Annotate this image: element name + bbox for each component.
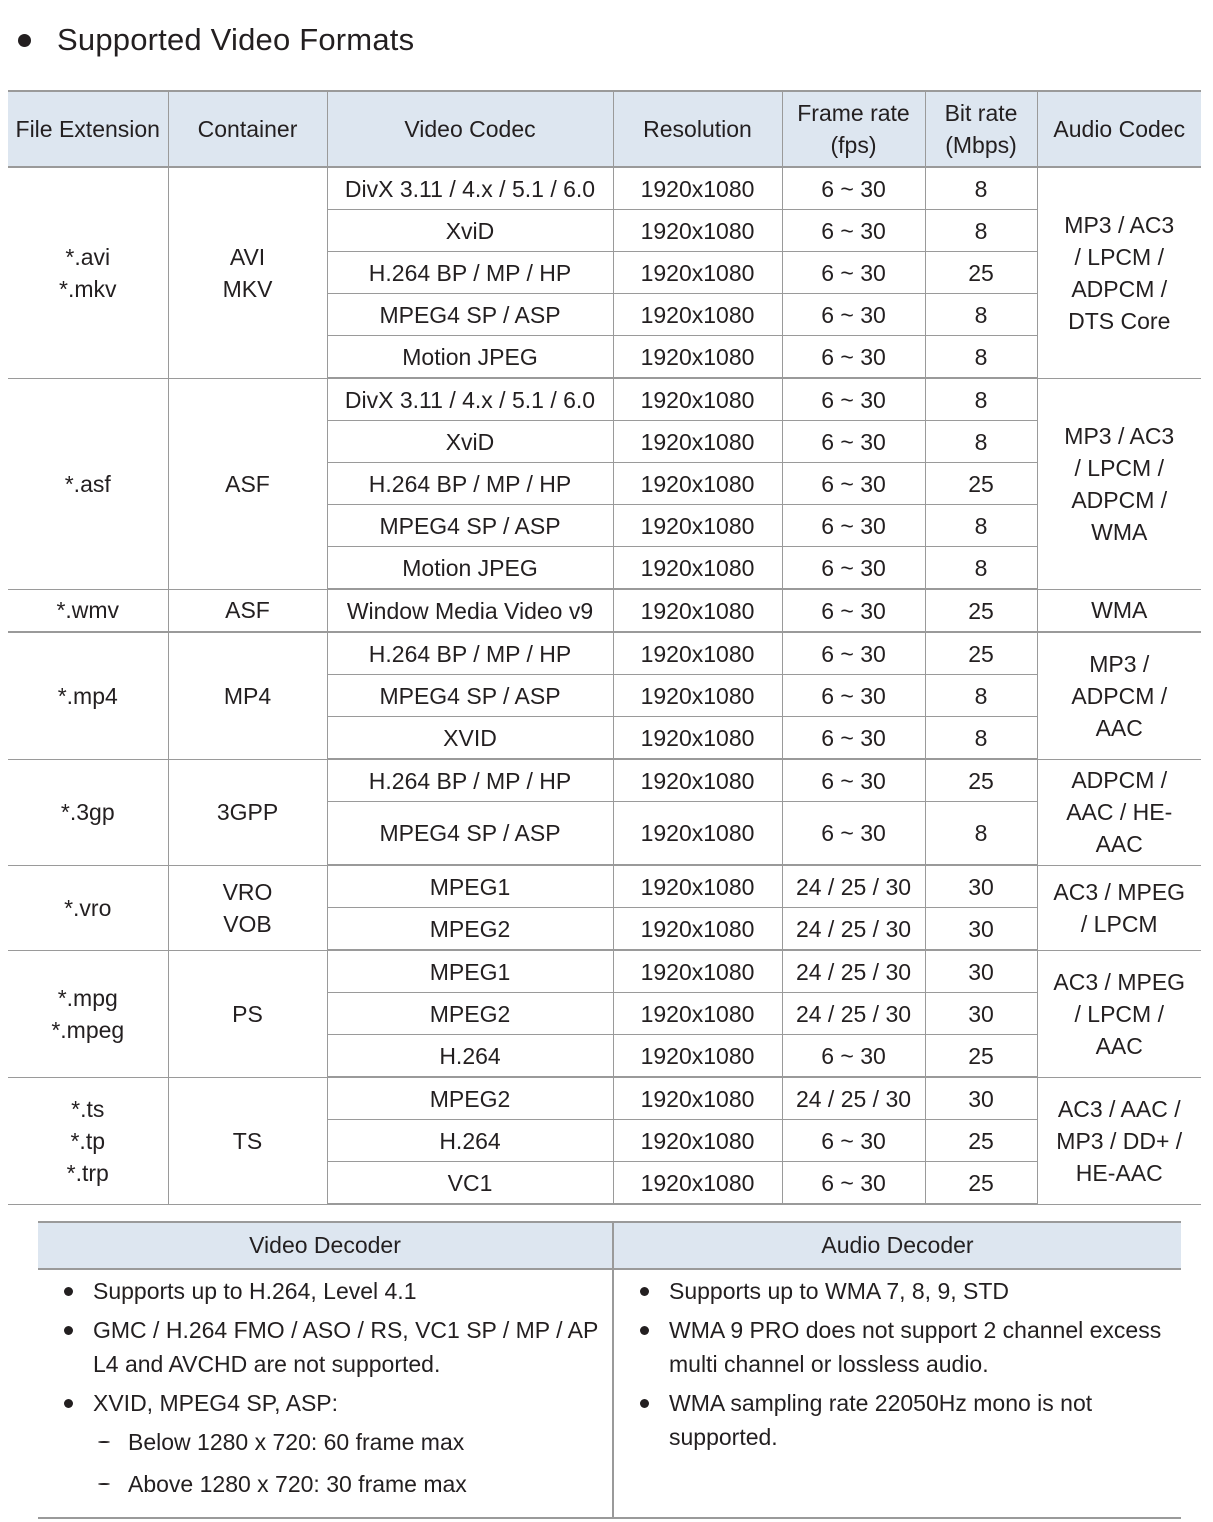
audio-decoder-item — [636, 1274, 1167, 1308]
resolution-cell: 1920x1080 — [613, 421, 782, 463]
audio-decoder-item — [636, 1313, 1167, 1381]
video-codec-cell: MPEG2 — [327, 1077, 613, 1120]
container-cell — [168, 632, 327, 759]
bit-rate-cell: 25 — [925, 1162, 1037, 1205]
bit-rate-cell: 25 — [925, 589, 1037, 632]
decoder-notes-row — [38, 1269, 1181, 1518]
header-audio-codec: Audio Codec — [1037, 91, 1201, 167]
file-extension-cell — [8, 865, 168, 950]
resolution-cell: 1920x1080 — [613, 167, 782, 210]
frame-rate-cell: 6 ~ 30 — [782, 167, 925, 210]
table-row — [8, 589, 1201, 632]
bit-rate-cell: 8 — [925, 717, 1037, 760]
audio-codec-cell — [1037, 589, 1201, 632]
video-decoder-list — [60, 1274, 598, 1501]
file-extension-line: *.mpg — [57, 984, 118, 1011]
frame-rate-cell: 6 ~ 30 — [782, 463, 925, 505]
resolution-cell: 1920x1080 — [613, 675, 782, 717]
table-row — [8, 950, 1201, 993]
video-codec-cell: H.264 — [327, 1120, 613, 1162]
audio-codec-line: MP3 / — [1089, 650, 1150, 677]
video-codec-cell: H.264 BP / MP / HP — [327, 252, 613, 294]
header-video-codec: Video Codec — [327, 91, 613, 167]
bit-rate-cell: 30 — [925, 1077, 1037, 1120]
frame-rate-cell: 6 ~ 30 — [782, 589, 925, 632]
resolution-cell: 1920x1080 — [613, 993, 782, 1035]
audio-codec-line: / LPCM / — [1074, 243, 1164, 270]
frame-rate-cell: 6 ~ 30 — [782, 547, 925, 590]
video-codec-cell: DivX 3.11 / 4.x / 5.1 / 6.0 — [327, 378, 613, 421]
resolution-cell: 1920x1080 — [613, 908, 782, 951]
video-codec-cell: MPEG2 — [327, 993, 613, 1035]
audio-codec-line: AAC — [1095, 831, 1143, 857]
resolution-cell: 1920x1080 — [613, 252, 782, 294]
audio-codec-line: ADPCM / — [1071, 486, 1168, 513]
resolution-cell: 1920x1080 — [613, 378, 782, 421]
container-cell — [168, 167, 327, 378]
audio-codec-line: / LPCM / — [1074, 1000, 1164, 1027]
container-cell — [168, 759, 327, 865]
audio-decoder-notes — [613, 1269, 1181, 1518]
bit-rate-cell: 8 — [925, 294, 1037, 336]
audio-codec-cell — [1037, 759, 1201, 865]
frame-rate-cell: 6 ~ 30 — [782, 1035, 925, 1078]
header-bit-rate — [925, 91, 1037, 167]
audio-decoder-header: Audio Decoder — [613, 1222, 1181, 1269]
video-decoder-notes — [38, 1269, 613, 1518]
container-cell — [168, 865, 327, 950]
header-bit-rate-line1: Bit rate — [944, 100, 1018, 126]
video-formats-table — [8, 90, 1201, 1205]
table-row — [8, 1077, 1201, 1120]
file-extension-line: *.ts — [71, 1095, 105, 1122]
video-decoder-subitem: Below 1280 x 720: 60 frame max — [60, 1425, 598, 1459]
audio-codec-line: AAC / HE- — [1066, 799, 1173, 825]
bit-rate-cell: 25 — [925, 463, 1037, 505]
bit-rate-cell: 8 — [925, 675, 1037, 717]
table-row — [8, 167, 1201, 210]
file-extension-cell — [8, 167, 168, 378]
bit-rate-cell: 25 — [925, 252, 1037, 294]
bit-rate-cell: 8 — [925, 378, 1037, 421]
frame-rate-cell: 6 ~ 30 — [782, 632, 925, 675]
frame-rate-cell: 6 ~ 30 — [782, 505, 925, 547]
resolution-cell: 1920x1080 — [613, 950, 782, 993]
container-line: AVI — [229, 243, 266, 270]
file-extension-line: *.mp4 — [57, 682, 118, 709]
video-codec-cell: H.264 BP / MP / HP — [327, 759, 613, 802]
file-extension-cell — [8, 632, 168, 759]
table-row — [8, 632, 1201, 675]
audio-codec-line: AC3 / MPEG — [1053, 878, 1186, 905]
resolution-cell: 1920x1080 — [613, 505, 782, 547]
file-extension-line: *.vro — [64, 894, 112, 921]
audio-codec-line: HE-AAC — [1075, 1159, 1163, 1186]
video-decoder-item — [60, 1386, 598, 1420]
video-decoder-header: Video Decoder — [38, 1222, 613, 1269]
audio-decoder-item-text: WMA sampling rate 22050Hz mono is not supported. — [669, 1390, 1093, 1450]
frame-rate-cell: 6 ~ 30 — [782, 759, 925, 802]
video-codec-cell: MPEG1 — [327, 865, 613, 908]
audio-codec-line: / LPCM / — [1074, 454, 1164, 481]
video-codec-cell: DivX 3.11 / 4.x / 5.1 / 6.0 — [327, 167, 613, 210]
audio-codec-line: AAC — [1095, 1032, 1143, 1059]
video-decoder-sublist — [60, 1425, 598, 1501]
video-codec-cell: MPEG4 SP / ASP — [327, 675, 613, 717]
container-line: TS — [232, 1127, 263, 1154]
frame-rate-cell: 6 ~ 30 — [782, 1120, 925, 1162]
header-frame-rate — [782, 91, 925, 167]
video-codec-cell: MPEG4 SP / ASP — [327, 294, 613, 336]
resolution-cell: 1920x1080 — [613, 759, 782, 802]
file-extension-cell — [8, 950, 168, 1077]
resolution-cell: 1920x1080 — [613, 632, 782, 675]
file-extension-cell — [8, 1077, 168, 1204]
audio-codec-line: MP3 / AC3 — [1064, 422, 1175, 449]
frame-rate-cell: 6 ~ 30 — [782, 717, 925, 760]
audio-codec-line: AC3 / MPEG — [1053, 968, 1186, 995]
bit-rate-cell: 30 — [925, 950, 1037, 993]
audio-codec-cell — [1037, 378, 1201, 589]
audio-codec-cell — [1037, 167, 1201, 378]
resolution-cell: 1920x1080 — [613, 1120, 782, 1162]
file-extension-line: *.3gp — [60, 799, 115, 825]
file-extension-cell — [8, 589, 168, 632]
container-line: VOB — [223, 910, 272, 937]
bit-rate-cell: 25 — [925, 759, 1037, 802]
audio-decoder-list — [636, 1274, 1167, 1454]
container-line: VRO — [222, 878, 273, 905]
video-decoder-item-text: XVID, MPEG4 SP, ASP: — [93, 1390, 339, 1416]
audio-codec-line: ADPCM / — [1071, 275, 1168, 302]
audio-codec-line: AC3 / AAC / — [1057, 1095, 1181, 1122]
frame-rate-cell: 6 ~ 30 — [782, 210, 925, 252]
frame-rate-cell: 6 ~ 30 — [782, 294, 925, 336]
header-frame-rate-line2: (fps) — [830, 132, 877, 158]
decoder-notes-table — [38, 1221, 1181, 1519]
header-resolution: Resolution — [613, 91, 782, 167]
audio-codec-line: WMA — [1091, 597, 1148, 624]
resolution-cell: 1920x1080 — [613, 547, 782, 590]
audio-codec-line: DTS Core — [1068, 307, 1171, 334]
container-line: ASF — [225, 470, 270, 497]
video-codec-cell: XviD — [327, 421, 613, 463]
resolution-cell: 1920x1080 — [613, 802, 782, 866]
header-frame-rate-line1: Frame rate — [797, 100, 910, 126]
video-decoder-item — [60, 1313, 598, 1381]
video-codec-cell: H.264 BP / MP / HP — [327, 632, 613, 675]
video-codec-cell: Window Media Video v9 — [327, 589, 613, 632]
file-extension-line: *.wmv — [56, 597, 120, 624]
audio-codec-cell — [1037, 865, 1201, 950]
table-row — [8, 378, 1201, 421]
container-line: ASF — [225, 597, 270, 624]
resolution-cell: 1920x1080 — [613, 1035, 782, 1078]
video-codec-cell: XviD — [327, 210, 613, 252]
file-extension-line: *.tp — [70, 1127, 106, 1154]
video-codec-cell: XVID — [327, 717, 613, 760]
audio-codec-line: WMA — [1091, 518, 1148, 545]
file-extension-line: *.mkv — [59, 275, 117, 302]
bit-rate-cell: 8 — [925, 547, 1037, 590]
bit-rate-cell: 25 — [925, 1120, 1037, 1162]
audio-codec-line: MP3 / DD+ / — [1056, 1127, 1183, 1154]
video-decoder-item-text: GMC / H.264 FMO / ASO / RS, VC1 SP / MP / AP L4 and AVCHD are not supported. — [93, 1317, 598, 1377]
frame-rate-cell: 6 ~ 30 — [782, 675, 925, 717]
video-decoder-subitem: Above 1280 x 720: 30 frame max — [60, 1467, 598, 1501]
audio-codec-line: ADPCM / — [1071, 767, 1168, 793]
decoder-header-row — [38, 1222, 1181, 1269]
resolution-cell: 1920x1080 — [613, 1162, 782, 1205]
bullet-icon — [18, 34, 31, 47]
container-cell — [168, 589, 327, 632]
table-body — [8, 167, 1201, 1204]
audio-decoder-item-text: WMA 9 PRO does not support 2 channel excess multi channel or lossless audio. — [669, 1317, 1162, 1377]
frame-rate-cell: 6 ~ 30 — [782, 252, 925, 294]
container-line: MKV — [222, 275, 273, 302]
header-bit-rate-line2: (Mbps) — [945, 132, 1017, 158]
video-codec-cell: VC1 — [327, 1162, 613, 1205]
frame-rate-cell: 24 / 25 / 30 — [782, 1077, 925, 1120]
file-extension-line: *.mpeg — [51, 1016, 125, 1043]
file-extension-line: *.avi — [65, 243, 111, 270]
frame-rate-cell: 24 / 25 / 30 — [782, 993, 925, 1035]
video-decoder-item — [60, 1274, 598, 1308]
audio-codec-cell — [1037, 950, 1201, 1077]
table-header-row — [8, 91, 1201, 167]
bit-rate-cell: 30 — [925, 993, 1037, 1035]
frame-rate-cell: 6 ~ 30 — [782, 802, 925, 866]
page-title: Supported Video Formats — [57, 22, 415, 57]
video-codec-cell: MPEG4 SP / ASP — [327, 505, 613, 547]
audio-codec-line: / LPCM — [1080, 910, 1158, 937]
file-extension-cell — [8, 759, 168, 865]
frame-rate-cell: 6 ~ 30 — [782, 421, 925, 463]
video-codec-cell: MPEG2 — [327, 908, 613, 951]
bit-rate-cell: 8 — [925, 802, 1037, 866]
audio-codec-cell — [1037, 632, 1201, 759]
frame-rate-cell: 6 ~ 30 — [782, 336, 925, 379]
resolution-cell: 1920x1080 — [613, 717, 782, 760]
audio-decoder-item-text: Supports up to WMA 7, 8, 9, STD — [669, 1278, 1010, 1304]
video-codec-cell: Motion JPEG — [327, 547, 613, 590]
bit-rate-cell: 8 — [925, 210, 1037, 252]
audio-codec-line: MP3 / AC3 — [1064, 211, 1175, 238]
resolution-cell: 1920x1080 — [613, 336, 782, 379]
header-container: Container — [168, 91, 327, 167]
container-line: MP4 — [223, 682, 272, 709]
frame-rate-cell: 6 ~ 30 — [782, 378, 925, 421]
resolution-cell: 1920x1080 — [613, 1077, 782, 1120]
container-cell — [168, 950, 327, 1077]
resolution-cell: 1920x1080 — [613, 463, 782, 505]
file-extension-line: *.trp — [66, 1159, 109, 1186]
bit-rate-cell: 8 — [925, 505, 1037, 547]
frame-rate-cell: 6 ~ 30 — [782, 1162, 925, 1205]
video-codec-cell: MPEG1 — [327, 950, 613, 993]
resolution-cell: 1920x1080 — [613, 589, 782, 632]
audio-codec-line: ADPCM / — [1071, 682, 1168, 709]
video-codec-cell: MPEG4 SP / ASP — [327, 802, 613, 866]
container-cell — [168, 1077, 327, 1204]
frame-rate-cell: 24 / 25 / 30 — [782, 908, 925, 951]
header-file-extension: File Extension — [8, 91, 168, 167]
bit-rate-cell: 25 — [925, 632, 1037, 675]
bit-rate-cell: 30 — [925, 865, 1037, 908]
bit-rate-cell: 8 — [925, 167, 1037, 210]
resolution-cell: 1920x1080 — [613, 865, 782, 908]
video-codec-cell: H.264 BP / MP / HP — [327, 463, 613, 505]
container-cell — [168, 378, 327, 589]
audio-codec-line: AAC — [1095, 714, 1143, 741]
frame-rate-cell: 24 / 25 / 30 — [782, 865, 925, 908]
bit-rate-cell: 30 — [925, 908, 1037, 951]
table-row — [8, 865, 1201, 908]
video-codec-cell: H.264 — [327, 1035, 613, 1078]
audio-codec-cell — [1037, 1077, 1201, 1204]
container-line: PS — [232, 1000, 263, 1027]
bit-rate-cell: 25 — [925, 1035, 1037, 1078]
container-line: 3GPP — [216, 799, 279, 825]
audio-decoder-item — [636, 1386, 1167, 1454]
frame-rate-cell: 24 / 25 / 30 — [782, 950, 925, 993]
bit-rate-cell: 8 — [925, 336, 1037, 379]
file-extension-cell — [8, 378, 168, 589]
video-codec-cell: Motion JPEG — [327, 336, 613, 379]
video-decoder-item-text: Supports up to H.264, Level 4.1 — [93, 1278, 417, 1304]
section-heading — [18, 18, 414, 62]
resolution-cell: 1920x1080 — [613, 294, 782, 336]
bit-rate-cell: 8 — [925, 421, 1037, 463]
resolution-cell: 1920x1080 — [613, 210, 782, 252]
file-extension-line: *.asf — [64, 470, 111, 497]
table-row — [8, 759, 1201, 802]
